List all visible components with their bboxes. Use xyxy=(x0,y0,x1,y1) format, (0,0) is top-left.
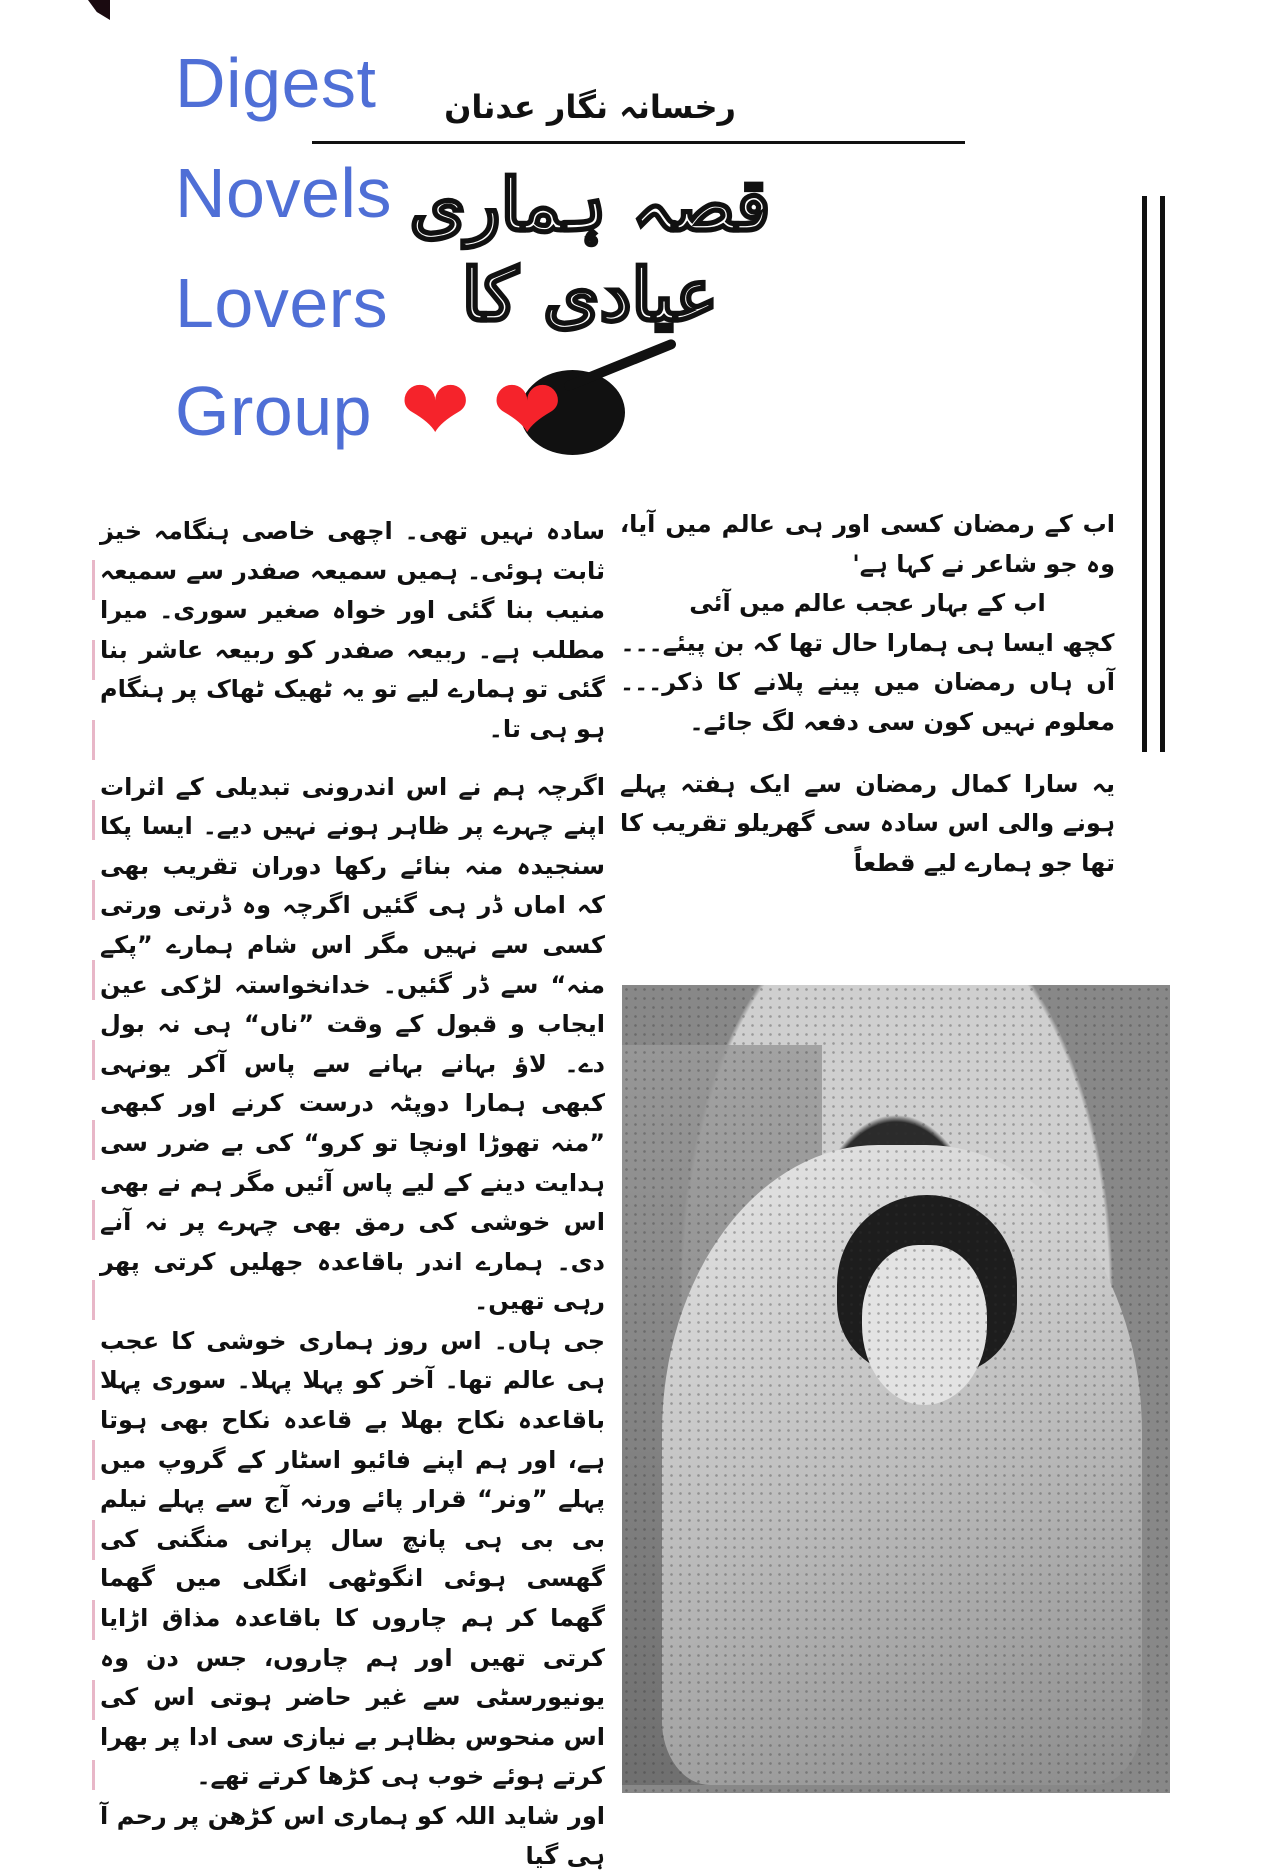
watermark-line-lovers: Lovers xyxy=(175,264,389,342)
paragraph: اگرچہ ہم نے اس اندرونی تبدیلی کے اثرات اپنے چہرے پر ظاہر ہونے نہیں دیے۔ ایسا پکا سنجیدہ منہ بنائے رکھا دوران تقریب بھی کہ اماں ڈر ہی گئیں اگرچہ وہ ڈرتی ورتی کسی سے نہیں مگر اس شام ہمارے ”پکے منہ“ سے ڈر گئیں۔ خدانخواستہ لڑکی عین ایجاب و قبول کے وقت ”ناں“ ہی نہ بول دے۔ لاؤ بہانے بہانے سے پاس آکر یونہی کبھی ہمارا دوپٹہ درست کرنے اور کبھی ”منہ تھوڑا اونچا تو کرو“ کی بے ضرر سی ہدایت دینے کے لیے پاس آئیں مگر ہم نے بھی اس خوشی کی رمق بھی چہرے پر نہ آنے دی۔ ہمارے اندر باقاعدہ جھلیں کرتی پھر رہی تھیں۔ xyxy=(100,772,605,1316)
right-text-column xyxy=(620,505,1115,883)
story-title: قصہ ہماری عیادی کا xyxy=(409,162,771,337)
paragraph: سادہ نہیں تھی۔ اچھی خاصی ہنگامہ خیز ثابت ہوئی۔ ہمیں سمیعہ صفدر سے سمیعہ منیب بنا گئی اور خواہ صغیر سوری۔ میرا مطلب ہے۔ ربیعہ صفدر کو ربیعہ عاشر بنا گئی تو ہمارے لیے تو یہ ٹھیک ٹھاک پر ہنگام ہو ہی تا۔ xyxy=(100,517,605,743)
verse-line: اب کے بہار عجب عالم میں آئی xyxy=(689,589,1046,618)
page-corner-mark xyxy=(88,0,110,20)
author-byline: رخسانہ نگار عدنان xyxy=(444,88,736,126)
watermark-line-novels: Novels xyxy=(175,154,392,232)
watermark-line-group: Group xyxy=(175,372,373,450)
paragraph: اب کے رمضان کسی اور ہی عالم میں آیا، وہ جو شاعر نے کہا ہے' xyxy=(620,510,1115,578)
photo-halftone xyxy=(622,985,1170,1793)
hearts-group xyxy=(400,361,576,459)
paragraph: جی ہاں۔ اس روز ہماری خوشی کا عجب ہی عالم تھا۔ آخر کو پہلا پہلا۔ سوری پہلا باقاعدہ نکاح بھلا بے قاعدہ نکاح بھی ہوتا ہے، اور ہم اپنے فائیو اسٹار کے گروپ میں پہلے ”ونر“ قرار پائے ورنہ آج سے پہلے نیلم بی بی ہی پانچ سال پرانی منگنی کی گھسی ہوئی انگوٹھی انگلی میں گھما گھما کر ہم چاروں کا باقاعدہ مذاق اڑایا کرتی تھیں اور ہم چاروں، جس دن وہ یونیورسٹی سے غیر حاضر ہوتی اس کی اس منحوس بظاہر بے نیازی سی ادا پر بھرا کرتے ہوئے خوب ہی کڑھا کرتے تھے۔ xyxy=(100,1326,605,1791)
paragraph: یہ سارا کمال رمضان سے ایک ہفتہ پہلے ہونے والی اس سادہ سی گھریلو تقریب کا تھا جو ہمارے لیے قطعاً xyxy=(620,769,1115,877)
verse-line: کچھ ایسا ہی ہمارا حال تھا کہ بن پیئے۔۔۔ xyxy=(620,628,1115,657)
watermark-line-digest: Digest xyxy=(175,44,377,122)
byline-underline xyxy=(312,141,965,144)
scan-margin-artifact xyxy=(92,560,95,1790)
paragraph: آں ہاں رمضان میں پینے پلانے کا ذکر۔۔۔ معلوم نہیں کون سی دفعہ لگ جائے۔ xyxy=(620,668,1115,736)
left-text-column xyxy=(100,512,605,1876)
red-heart-icon: ❤ xyxy=(492,361,563,459)
decorative-vertical-rule xyxy=(1160,196,1165,752)
decorative-vertical-rule xyxy=(1142,196,1147,752)
story-illustration-photo xyxy=(622,985,1170,1793)
paragraph: اور شاید اللہ کو ہماری اس کڑھن پر رحم آ ہی گیا xyxy=(100,1802,605,1870)
red-heart-icon: ❤ xyxy=(400,361,471,459)
